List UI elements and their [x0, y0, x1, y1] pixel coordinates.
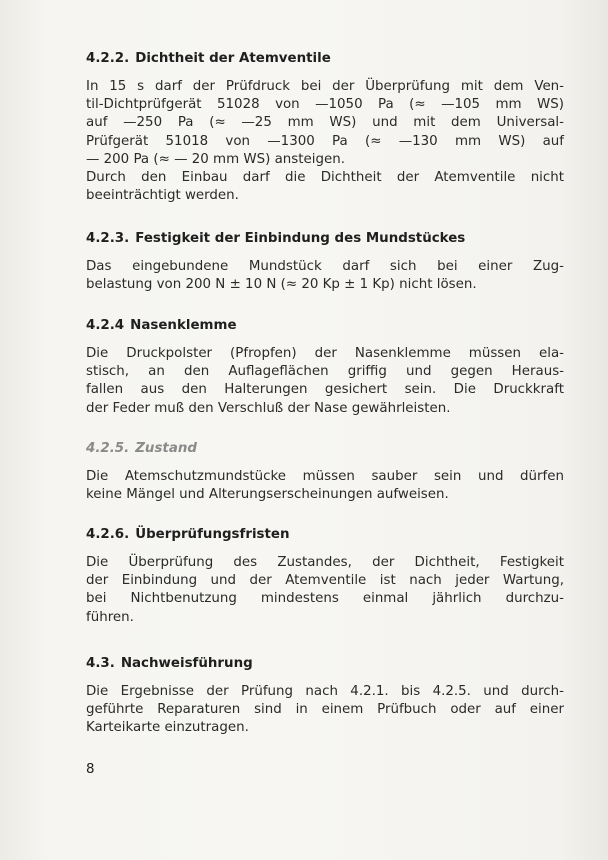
body-line: geführte Reparaturen sind in einem Prüfbuch oder auf einer — [86, 702, 564, 718]
section-title: Überprüfungsfristen — [135, 527, 290, 542]
body-line: bei Nichtbenutzung mindestens einmal jährlich durchzu- — [86, 591, 564, 607]
body-line: Prüfgerät 51018 von —1300 Pa (≈ —130 mm WS) auf — [86, 133, 564, 149]
section-number: 4.2.4 — [86, 318, 125, 333]
section-title: Dichtheit der Atemventile — [135, 51, 331, 66]
section-heading — [86, 230, 564, 248]
section-body — [86, 345, 564, 418]
section-title: Festigkeit der Einbindung des Mundstückes — [135, 231, 466, 246]
section-ueberpruefungsfristen — [86, 526, 564, 627]
body-line: fallen aus den Halterungen gesichert sein. Die Druckkraft — [86, 382, 564, 398]
body-line: Die Überprüfung des Zustandes, der Dichtheit, Festigkeit — [86, 555, 564, 570]
section-body — [86, 78, 564, 205]
section-heading — [86, 526, 564, 544]
section-number: 4.2.5. — [86, 441, 130, 456]
body-line: Durch den Einbau darf die Dichtheit der Atemventile nicht — [86, 169, 564, 185]
section-festigkeit-einbindung — [86, 230, 564, 294]
section-body — [86, 554, 564, 627]
section-body — [86, 258, 564, 294]
body-line: In 15 s darf der Prüfdruck bei der Überprüfung mit dem Ven- — [86, 79, 564, 94]
body-line: der Einbindung und der Atemventile ist nach jeder Wartung, — [86, 573, 564, 589]
body-line: Die Ergebnisse der Prüfung nach 4.2.1. bis 4.2.5. und durch- — [86, 684, 564, 699]
section-heading — [86, 440, 564, 458]
body-line: auf —250 Pa (≈ —25 mm WS) und mit dem Universal- — [86, 115, 564, 131]
body-line: Karteikarte einzutragen. — [86, 720, 249, 736]
body-line: — 200 Pa (≈ — 20 mm WS) ansteigen. — [86, 151, 345, 167]
section-heading — [86, 655, 564, 673]
section-zustand — [86, 440, 564, 504]
section-title: Zustand — [135, 441, 197, 456]
body-line: Das eingebundene Mundstück darf sich bei einer Zug- — [86, 259, 564, 274]
section-number: 4.2.3. — [86, 231, 130, 246]
body-line: der Feder muß den Verschluß der Nase gewährleisten. — [86, 400, 451, 416]
section-nachweisfuehrung — [86, 655, 564, 738]
page-number: 8 — [86, 762, 95, 777]
section-heading — [86, 50, 564, 68]
section-title: Nachweisführung — [120, 656, 253, 671]
section-body — [86, 468, 564, 504]
section-number: 4.3. — [86, 656, 115, 671]
section-body — [86, 683, 564, 738]
section-nasenklemme — [86, 317, 564, 418]
body-line: führen. — [86, 609, 134, 625]
body-line: beeinträchtigt werden. — [86, 188, 239, 204]
body-line: stisch, an den Auflageflächen griffig und gegen Heraus- — [86, 364, 564, 380]
section-title: Nasenklemme — [130, 318, 237, 333]
body-line: Die Atemschutzmundstücke müssen sauber sein und dürfen — [86, 469, 564, 484]
section-heading — [86, 317, 564, 335]
body-line: belastung von 200 N ± 10 N (≈ 20 Kp ± 1 Kp) nicht lösen. — [86, 277, 477, 293]
body-line: keine Mängel und Alterungserscheinungen aufweisen. — [86, 487, 449, 503]
body-line: til-Dichtprüfgerät 51028 von —1050 Pa (≈ —105 mm WS) — [86, 97, 564, 113]
body-line: Die Druckpolster (Pfropfen) der Nasenklemme müssen ela- — [86, 346, 564, 361]
section-number: 4.2.2. — [86, 51, 130, 66]
section-number: 4.2.6. — [86, 527, 130, 542]
section-dichtheit-atemventile — [86, 50, 564, 205]
